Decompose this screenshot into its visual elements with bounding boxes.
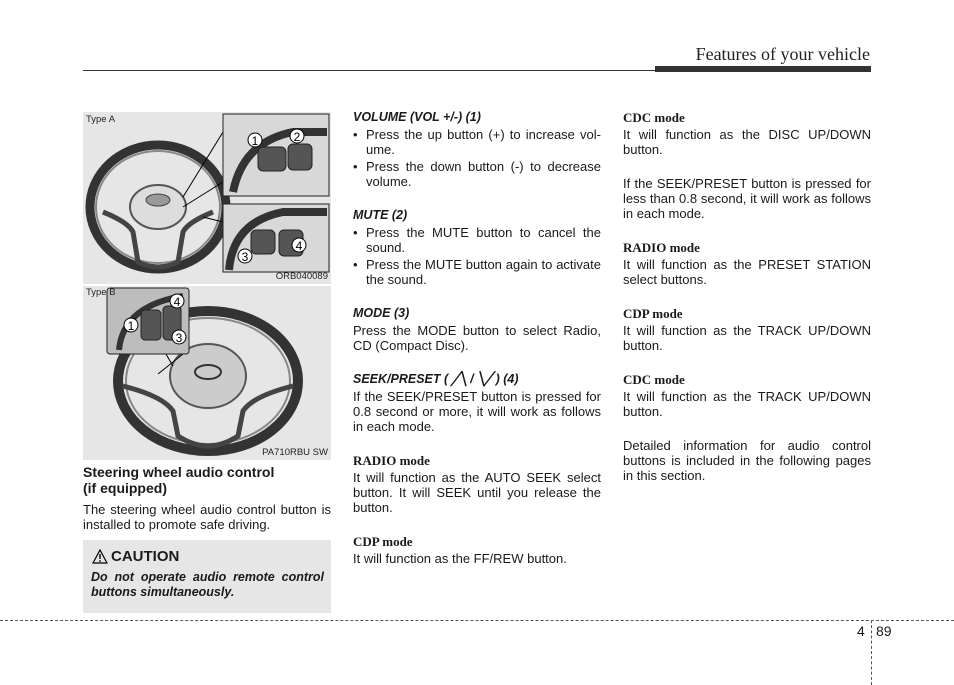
mode-text: Press the MODE button to select Radio, CD (Compact Disc). — [353, 323, 601, 353]
cdc-mode-heading-2: CDC mode — [623, 372, 685, 387]
cdc-mode-text: It will function as the DISC UP/DOWN button. — [623, 127, 871, 157]
volume-bullet-down: • Press the down button (-) to decrease volume. — [353, 159, 601, 189]
steering-wheel-type-a-illustration — [83, 112, 331, 284]
callout-4: 4 — [173, 295, 181, 309]
chapter-number: 4 — [857, 623, 865, 639]
figure-type-a — [83, 112, 331, 284]
mute-bullet-activate: • Press the MUTE button again to activate the sound. — [353, 257, 601, 287]
figure-type-a-code: ORB040089 — [275, 271, 328, 282]
short-press-text: If the SEEK/PRESET button is pressed for less than 0.8 second, it will work as follows in each mode. — [623, 176, 871, 221]
cdc-mode-heading: CDC mode — [623, 110, 685, 125]
caution-text: Do not operate audio remote control buttons simultaneously. — [91, 570, 324, 599]
section-title-line1: Steering wheel audio control — [83, 464, 275, 480]
page-number: 89 — [876, 623, 892, 639]
middle-column — [353, 110, 601, 566]
callout-1: 1 — [127, 319, 135, 333]
cdp-mode-text: It will function as the TRACK UP/DOWN button. — [623, 323, 871, 353]
callout-3: 3 — [175, 331, 183, 345]
volume-bullet-up: • Press the up button (+) to increase volume. — [353, 127, 601, 157]
detail-text: Detailed information for audio control buttons is included in the following pages in this section. — [623, 438, 871, 483]
callout-2: 2 — [293, 130, 301, 144]
section-title — [83, 464, 331, 496]
radio-mode-text: It will function as the PRESET STATION select buttons. — [623, 257, 871, 287]
steering-wheel-type-b-illustration — [83, 286, 331, 460]
intro-paragraph: The steering wheel audio control button is installed to promote safe driving. — [83, 502, 331, 532]
footer-divider — [871, 620, 872, 685]
cdp-mode-text: It will function as the FF/REW button. — [353, 551, 567, 566]
figure-type-b — [83, 286, 331, 460]
header-accent-bar — [655, 66, 871, 72]
volume-heading: VOLUME (VOL +/-) (1) — [353, 110, 481, 124]
cdc-mode-text-2: It will function as the TRACK UP/DOWN button. — [623, 389, 871, 419]
caution-box — [83, 540, 331, 613]
left-column — [83, 464, 331, 532]
figure-type-b-code: PA710RBU SW — [262, 447, 328, 458]
seek-text: If the SEEK/PRESET button is pressed for 0.8 second or more, it will work as follows in each mode. — [353, 389, 601, 434]
radio-mode-text: It will function as the AUTO SEEK select button. It will SEEK until you release the button. — [353, 470, 601, 515]
figure-type-b-label: Type B — [86, 287, 116, 298]
footer-rule — [0, 620, 954, 621]
mute-list — [353, 225, 601, 287]
mode-heading: MODE (3) — [353, 306, 410, 320]
right-column — [623, 110, 871, 483]
radio-mode-heading: RADIO mode — [623, 240, 700, 255]
running-header-title: Features of your vehicle — [695, 44, 870, 64]
figure-type-a-label: Type A — [86, 114, 116, 125]
mute-bullet-cancel: • Press the MUTE button to cancel the sound. — [353, 225, 601, 255]
caution-title: CAUTION — [111, 548, 180, 565]
callout-4: 4 — [295, 239, 303, 253]
section-title-line2: (if equipped) — [83, 480, 167, 496]
callout-1: 1 — [251, 134, 259, 148]
warning-triangle-icon — [92, 549, 108, 564]
seek-heading: SEEK/PRESET ( ╱╲ / ╲╱ ) (4) — [353, 372, 519, 386]
cdp-mode-heading: CDP mode — [353, 534, 413, 549]
callout-3: 3 — [241, 250, 249, 264]
radio-mode-heading: RADIO mode — [353, 453, 430, 468]
volume-list — [353, 127, 601, 189]
cdp-mode-heading: CDP mode — [623, 306, 683, 321]
mute-heading: MUTE (2) — [353, 208, 408, 222]
